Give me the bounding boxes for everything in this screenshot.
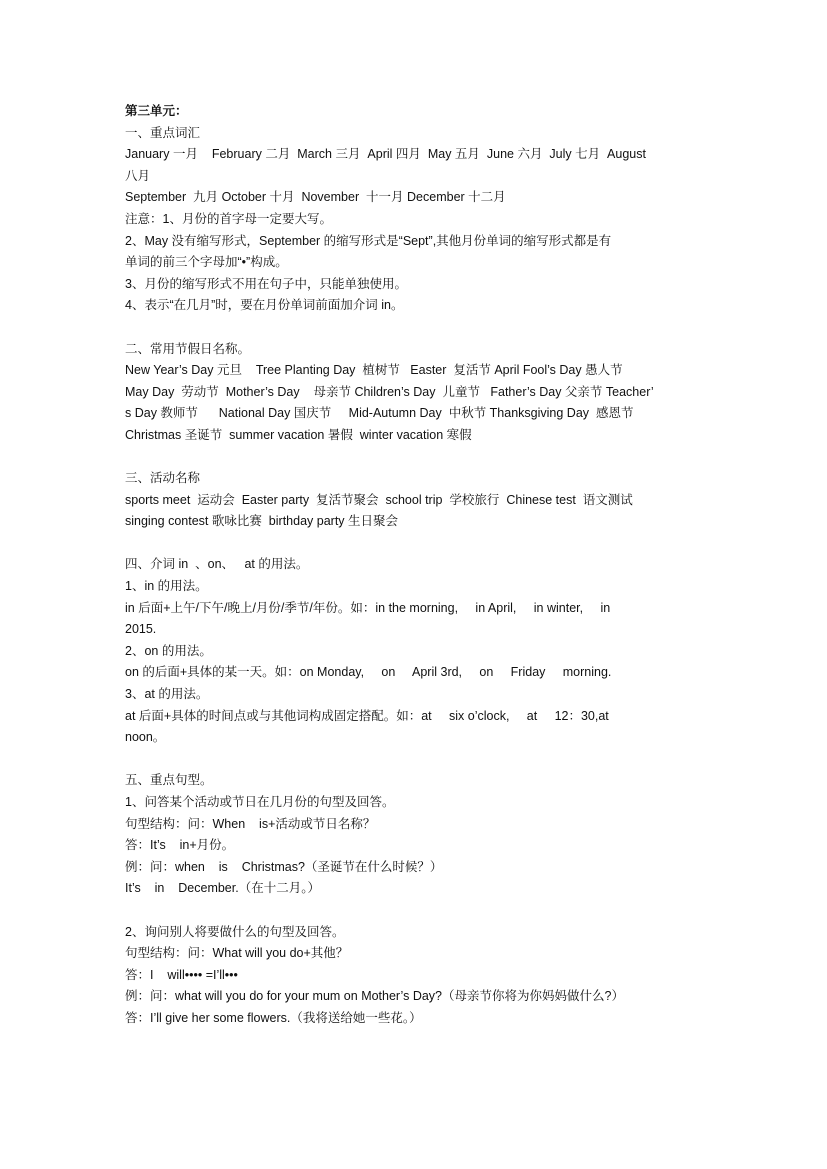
text-line: in 后面+上午/下午/晚上/月份/季节/年份。如：in the morning, in April, in winter, in [125,600,611,615]
text-line: 2、May 没有缩写形式，September 的缩写形式是“Sept”,其他月份单词的缩写形式都是有 [125,233,612,248]
text-line: Christmas 圣诞节 summer vacation 暑假 winter vacation 寒假 [125,427,472,442]
text-line: 句型结构：问：What will you do+其他？ [125,946,349,961]
blank-line [125,317,705,339]
section-2-heading: 二、常用节假日名称。 [125,341,251,356]
blank-line [125,533,705,555]
text-line: 3、at 的用法。 [125,687,209,702]
text-line: noon。 [125,730,166,745]
text-line: 2、on 的用法。 [125,643,212,658]
text-line: 1、in 的用法。 [125,579,208,594]
text-line: 例：问：when is Christmas?（圣诞节在什么时候？） [125,859,443,874]
blank-line [125,447,705,469]
text-line: September 九月 October 十月 November 十一月 December 十二月 [125,190,506,205]
text-line: 例：问：what will you do for your mum on Mother’s Day?（母亲节你将为你妈妈做什么?） [125,989,624,1004]
text-line: sports meet 运动会 Easter party 复活节聚会 school trip 学校旅行 Chinese test 语文测试 [125,492,633,507]
text-line: 3、月份的缩写形式不用在句子中，只能单独使用。 [125,276,407,291]
text-line: New Year’s Day 元旦 Tree Planting Day 植树节 Easter 复活节 April Fool’s Day 愚人节 [125,363,623,378]
text-line: It’s in December.（在十二月。） [125,881,320,896]
blank-line [125,900,705,922]
document-page [125,101,705,1030]
text-line: 2、询问别人将要做什么的句型及回答。 [125,924,345,939]
text-line: 八月 [125,168,151,183]
text-line: May Day 劳动节 Mother’s Day 母亲节 Children’s Day 儿童节 Father’s Day 父亲节 Teacher’ [125,384,654,399]
section-4-heading: 四、介词 in 、on、 at 的用法。 [125,557,309,572]
text-line: 单词的前三个字母加“•”构成。 [125,255,288,270]
section-1-heading: 一、重点词汇 [125,125,201,140]
text-line: 答：I will•••• =I’ll••• [125,967,238,982]
text-line: at 后面+具体的时间点或与其他词构成固定搭配。如：at six o’clock, at 12：30,at [125,708,609,723]
text-line: 4、表示“在几月”时，要在月份单词前面加介词 in。 [125,298,404,313]
text-line: 答：It’s in+月份。 [125,838,235,853]
section-5-heading: 五、重点句型。 [125,773,213,788]
text-line: s Day 教师节 National Day 国庆节 Mid-Autumn Day 中秋节 Thanksgiving Day 感恩节 [125,406,634,421]
text-line: on 的后面+具体的某一天。如：on Monday, on April 3rd, on Friday morning. [125,665,612,680]
text-line: 答：I’ll give her some flowers.（我将送给她一些花。） [125,1010,422,1025]
unit-title: 第三单元： [125,104,188,118]
text-line: January 一月 February 二月 March 三月 April 四月 May 五月 June 六月 July 七月 August [125,147,646,162]
text-line: 句型结构：问：When is+活动或节日名称？ [125,816,376,831]
text-line: singing contest 歌咏比赛 birthday party 生日聚会 [125,514,399,529]
text-line: 2015. [125,622,157,637]
section-3-heading: 三、活动名称 [125,471,201,486]
text-line: 注意：1、月份的首字母一定要大写。 [125,211,332,226]
blank-line [125,749,705,771]
text-line: 1、问答某个活动或节日在几月份的句型及回答。 [125,795,395,809]
